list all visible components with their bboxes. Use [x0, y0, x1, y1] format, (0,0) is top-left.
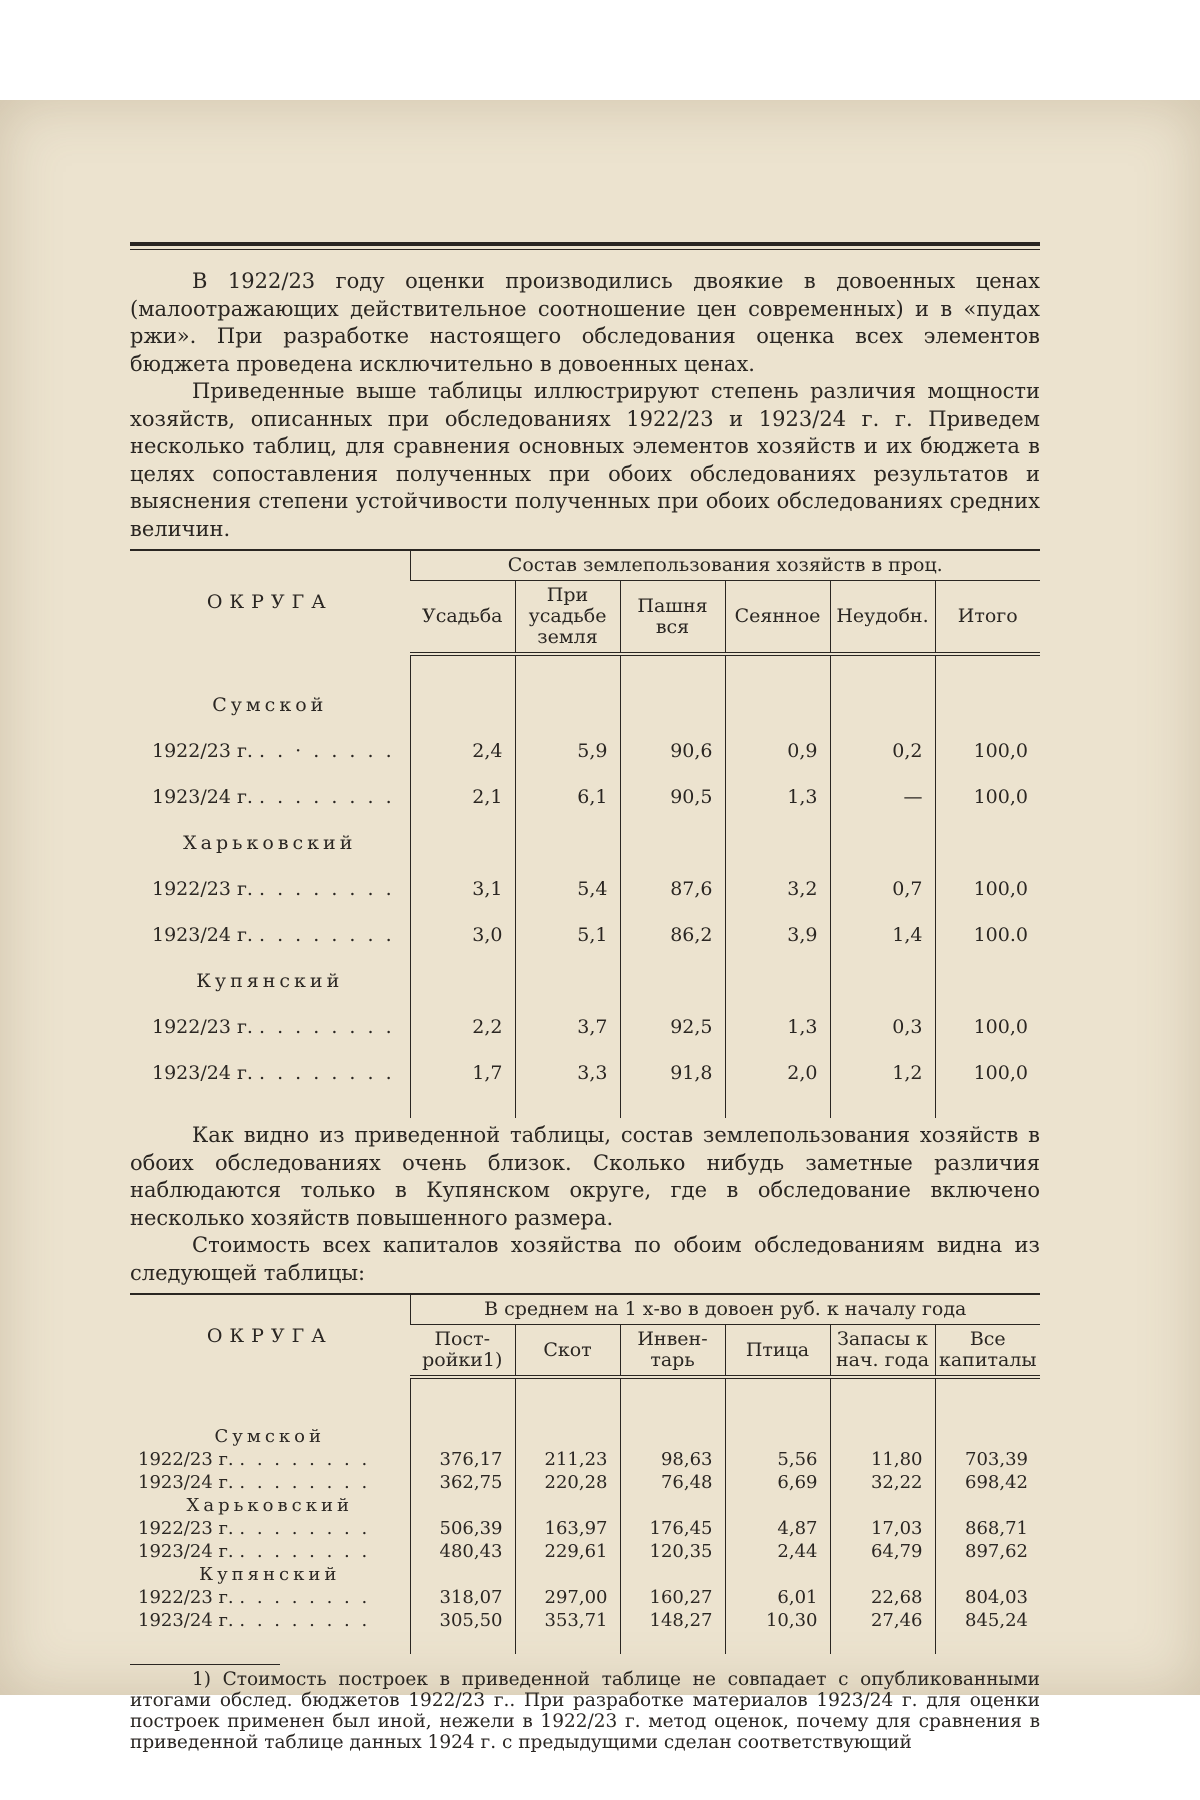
col-header-seyannoe: Сеянное — [725, 581, 830, 655]
value-cell: 100,0 — [935, 774, 1040, 820]
table-row — [130, 774, 1040, 820]
value-cell: 3,9 — [725, 912, 830, 958]
value-cell: 703,39 — [935, 1448, 1040, 1471]
empty-cell — [830, 682, 935, 728]
footnote — [130, 1664, 1040, 1753]
paragraph-2: Приведенные выше таблицы иллюстрируют степень различия мощности хозяйств, описанных при обследованиях 1922/23 и 1923/24 г. г. Приведем несколько таблиц, для сравнения основных элементов хозяйств и их бюджета в целях сопоставления полученных при обоих обследованиях результатов и выяснения степени устойчивости полученных при обоих обследованиях средних величин. — [130, 379, 1040, 541]
table-row — [130, 1586, 1040, 1609]
empty-cell — [515, 682, 620, 728]
spacer-cell — [830, 1096, 935, 1118]
row-year-label: 1922/23 г. — [138, 1449, 234, 1470]
leader-dots: . . · . . . . . — [259, 740, 395, 762]
empty-cell — [410, 1494, 515, 1517]
value-cell: 5,4 — [515, 866, 620, 912]
region-row — [130, 1425, 1040, 1448]
row-label — [130, 1609, 410, 1632]
paragraph-3: Как видно из приведенной таблицы, состав землепользования хозяйств в обоих обследованиях очень близок. Сколько нибудь заметные различия наблюдаются только в Купянском округе, где в обследование включено несколько хозяйств повышенного размера. — [130, 1123, 1040, 1230]
value-cell: 2,4 — [410, 728, 515, 774]
table-row — [130, 1517, 1040, 1540]
empty-cell — [620, 682, 725, 728]
spacer-cell — [725, 1096, 830, 1118]
spacer-cell — [130, 654, 410, 682]
value-cell: 64,79 — [830, 1540, 935, 1563]
value-cell: 100.0 — [935, 912, 1040, 958]
empty-cell — [620, 820, 725, 866]
value-cell: 0,7 — [830, 866, 935, 912]
value-cell: 32,22 — [830, 1471, 935, 1494]
spacer-cell — [515, 654, 620, 682]
col-header-ptitsa: Птица — [725, 1325, 830, 1378]
value-cell: 480,43 — [410, 1540, 515, 1563]
table-row — [130, 912, 1040, 958]
region-name: Купянский — [196, 970, 344, 992]
empty-cell — [725, 1425, 830, 1448]
empty-cell — [515, 1563, 620, 1586]
value-cell: 92,5 — [620, 1004, 725, 1050]
value-cell: 297,00 — [515, 1586, 620, 1609]
col-header-inventar: Инвен-тарь — [620, 1325, 725, 1378]
empty-cell — [830, 1494, 935, 1517]
empty-cell — [515, 958, 620, 1004]
row-year-label: 1923/24 г. — [152, 1062, 253, 1084]
value-cell: 1,3 — [725, 774, 830, 820]
col-header-zapasy: Запасы к нач. года — [830, 1325, 935, 1378]
empty-cell — [935, 820, 1040, 866]
header-rule — [130, 242, 1040, 250]
region-row — [130, 820, 1040, 866]
region-name: Сумской — [212, 694, 328, 716]
leader-dots: . . . . . . . . — [239, 1610, 371, 1631]
table-row — [130, 1540, 1040, 1563]
value-cell: 1,3 — [725, 1004, 830, 1050]
col-header-skot: Скот — [515, 1325, 620, 1378]
spacer-cell — [620, 1632, 725, 1654]
table-row — [130, 728, 1040, 774]
col-header-itogo: Итого — [935, 581, 1040, 655]
row-label — [130, 866, 410, 912]
row-year-label: 1922/23 г. — [152, 1016, 253, 1038]
spacer-row — [130, 654, 1040, 682]
spacer-cell — [830, 1632, 935, 1654]
table-row — [130, 1050, 1040, 1096]
empty-cell — [830, 958, 935, 1004]
value-cell: 148,27 — [620, 1609, 725, 1632]
empty-cell — [410, 820, 515, 866]
row-year-label: 1923/24 г. — [152, 924, 253, 946]
leader-dots: . . . . . . . . — [239, 1541, 371, 1562]
spacer-cell — [725, 1632, 830, 1654]
row-label — [130, 728, 410, 774]
value-cell: 0,3 — [830, 1004, 935, 1050]
row-label — [130, 1517, 410, 1540]
spacer-cell — [935, 1377, 1040, 1425]
region-row — [130, 958, 1040, 1004]
value-cell: 804,03 — [935, 1586, 1040, 1609]
empty-cell — [935, 1425, 1040, 1448]
empty-cell — [620, 1494, 725, 1517]
row-label — [130, 1050, 410, 1096]
spacer-cell — [935, 1096, 1040, 1118]
value-cell: 176,45 — [620, 1517, 725, 1540]
value-cell: 100,0 — [935, 1004, 1040, 1050]
end-row — [130, 1632, 1040, 1654]
region-row — [130, 1494, 1040, 1517]
value-cell: 6,01 — [725, 1586, 830, 1609]
row-year-label: 1922/23 г. — [152, 878, 253, 900]
end-row — [130, 1096, 1040, 1118]
spacer-cell — [830, 1377, 935, 1425]
spacer-cell — [935, 654, 1040, 682]
value-cell: 100,0 — [935, 1050, 1040, 1096]
land-use-table-body — [130, 654, 1040, 1118]
spacer-cell — [620, 654, 725, 682]
empty-cell — [515, 1494, 620, 1517]
spacer-cell — [515, 1377, 620, 1425]
row-label — [130, 1004, 410, 1050]
value-cell: 5,1 — [515, 912, 620, 958]
row-label — [130, 912, 410, 958]
leader-dots: . . . . . . . . — [259, 786, 395, 808]
value-cell: 362,75 — [410, 1471, 515, 1494]
value-cell: 163,97 — [515, 1517, 620, 1540]
empty-cell — [515, 1425, 620, 1448]
okruga-header: ОКРУГА — [130, 1294, 410, 1377]
region-row — [130, 682, 1040, 728]
empty-cell — [725, 820, 830, 866]
leader-dots: . . . . . . . . — [239, 1449, 371, 1470]
leader-dots: . . . . . . . . — [259, 924, 395, 946]
empty-cell — [620, 958, 725, 1004]
spacer-cell — [130, 1632, 410, 1654]
value-cell: 11,80 — [830, 1448, 935, 1471]
spacer-cell — [725, 1377, 830, 1425]
row-year-label: 1923/24 г. — [152, 786, 253, 808]
capital-table — [130, 1293, 1040, 1654]
table-row — [130, 866, 1040, 912]
value-cell: 3,2 — [725, 866, 830, 912]
col-header-vse-kapitaly: Все капиталы — [935, 1325, 1040, 1378]
value-cell: 305,50 — [410, 1609, 515, 1632]
leader-dots: . . . . . . . . — [259, 1016, 395, 1038]
value-cell: 3,0 — [410, 912, 515, 958]
col-header-pashnya: Пашня вся — [620, 581, 725, 655]
value-cell: 87,6 — [620, 866, 725, 912]
value-cell: 2,1 — [410, 774, 515, 820]
value-cell: 3,3 — [515, 1050, 620, 1096]
page-content — [130, 242, 1040, 1753]
value-cell: 90,6 — [620, 728, 725, 774]
value-cell: 100,0 — [935, 866, 1040, 912]
spacer-row — [130, 1377, 1040, 1425]
value-cell: 10,30 — [725, 1609, 830, 1632]
footnote-rule — [130, 1664, 280, 1665]
value-cell: 98,63 — [620, 1448, 725, 1471]
spacer-cell — [620, 1096, 725, 1118]
value-cell: 0,2 — [830, 728, 935, 774]
value-cell: 100,0 — [935, 728, 1040, 774]
value-cell: 6,69 — [725, 1471, 830, 1494]
row-label — [130, 1540, 410, 1563]
col-header-neudobn: Неудобн. — [830, 581, 935, 655]
value-cell: 698,42 — [935, 1471, 1040, 1494]
spacer-cell — [830, 654, 935, 682]
empty-cell — [410, 958, 515, 1004]
spacer-cell — [935, 1632, 1040, 1654]
empty-cell — [935, 958, 1040, 1004]
region-name: Купянский — [199, 1564, 341, 1585]
value-cell: 160,27 — [620, 1586, 725, 1609]
spacer-cell — [410, 1632, 515, 1654]
capital-table-body — [130, 1377, 1040, 1654]
row-year-label: 1923/24 г. — [138, 1541, 234, 1562]
value-cell: 4,87 — [725, 1517, 830, 1540]
empty-cell — [410, 1563, 515, 1586]
table-row — [130, 1448, 1040, 1471]
col-header-pri-usadbe: При усадьбе земля — [515, 581, 620, 655]
footnote-text: 1) Стоимость построек в приведенной таблице не совпадает с опубликованными итогами обслед. бюджетов 1922/23 г.. При разработке материалов 1923/24 г. для оценки построек применен был иной, нежели в 1922/23 г. метод оценок, почему для сравнения в приведенной таблице данных 1924 г. с предыдущими сделан соответствующий — [130, 1669, 1040, 1753]
spacer-cell — [725, 654, 830, 682]
value-cell: 3,7 — [515, 1004, 620, 1050]
value-cell: 2,0 — [725, 1050, 830, 1096]
paragraph-1: В 1922/23 году оценки производились двоякие в довоенных ценах (малоотражающих действительное соотношение цен современных) и в «пудах ржи». При разработке настоящего обследования оценка всех элементов бюджета проведена исключительно в довоенных ценах. — [130, 269, 1040, 376]
value-cell: 845,24 — [935, 1609, 1040, 1632]
table-row — [130, 1609, 1040, 1632]
spacer-cell — [410, 1377, 515, 1425]
value-cell: 211,23 — [515, 1448, 620, 1471]
value-cell: 91,8 — [620, 1050, 725, 1096]
spacer-cell — [410, 1096, 515, 1118]
leader-dots: . . . . . . . . — [239, 1587, 371, 1608]
row-label — [130, 1448, 410, 1471]
empty-cell — [725, 1494, 830, 1517]
leader-dots: . . . . . . . . — [239, 1472, 371, 1493]
leader-dots: . . . . . . . . — [259, 1062, 395, 1084]
value-cell: 5,56 — [725, 1448, 830, 1471]
value-cell: 868,71 — [935, 1517, 1040, 1540]
capital-group-header: В среднем на 1 х-во в довоен руб. к началу года — [410, 1294, 1040, 1325]
row-label — [130, 1586, 410, 1609]
region-name: Сумской — [214, 1426, 326, 1447]
region-name: Харьковский — [186, 1495, 353, 1516]
value-cell: 17,03 — [830, 1517, 935, 1540]
value-cell: 506,39 — [410, 1517, 515, 1540]
row-label — [130, 1471, 410, 1494]
col-header-usadba: Усадьба — [410, 581, 515, 655]
land-use-table — [130, 549, 1040, 1118]
empty-cell — [725, 958, 830, 1004]
spacer-cell — [515, 1632, 620, 1654]
spacer-cell — [620, 1377, 725, 1425]
paragraph-4: Стоимость всех капиталов хозяйства по обоим обследованиям видна из следующей таблицы: — [130, 1233, 1040, 1285]
value-cell: 2,44 — [725, 1540, 830, 1563]
empty-cell — [410, 682, 515, 728]
value-cell: — — [830, 774, 935, 820]
spacer-cell — [130, 1096, 410, 1118]
okruga-header: ОКРУГА — [130, 550, 410, 654]
value-cell: 27,46 — [830, 1609, 935, 1632]
leader-dots: . . . . . . . . — [259, 878, 395, 900]
empty-cell — [515, 820, 620, 866]
empty-cell — [620, 1425, 725, 1448]
empty-cell — [725, 682, 830, 728]
row-year-label: 1922/23 г. — [138, 1518, 234, 1539]
land-use-group-header: Состав землепользования хозяйств в проц. — [410, 550, 1040, 581]
value-cell: 1,2 — [830, 1050, 935, 1096]
col-header-postroiki: Пост-ройки1) — [410, 1325, 515, 1378]
region-name: Харьковский — [183, 832, 357, 854]
empty-cell — [935, 1494, 1040, 1517]
region-row — [130, 1563, 1040, 1586]
value-cell: 90,5 — [620, 774, 725, 820]
empty-cell — [830, 1563, 935, 1586]
spacer-cell — [130, 1377, 410, 1425]
row-year-label: 1923/24 г. — [138, 1472, 234, 1493]
value-cell: 897,62 — [935, 1540, 1040, 1563]
value-cell: 86,2 — [620, 912, 725, 958]
empty-cell — [410, 1425, 515, 1448]
table-row — [130, 1004, 1040, 1050]
value-cell: 76,48 — [620, 1471, 725, 1494]
value-cell: 0,9 — [725, 728, 830, 774]
value-cell: 229,61 — [515, 1540, 620, 1563]
empty-cell — [830, 820, 935, 866]
book-page — [0, 100, 1200, 1753]
value-cell: 1,7 — [410, 1050, 515, 1096]
table-row — [130, 1471, 1040, 1494]
value-cell: 2,2 — [410, 1004, 515, 1050]
value-cell: 220,28 — [515, 1471, 620, 1494]
row-year-label: 1922/23 г. — [138, 1587, 234, 1608]
value-cell: 22,68 — [830, 1586, 935, 1609]
value-cell: 1,4 — [830, 912, 935, 958]
row-year-label: 1922/23 г. — [152, 740, 253, 762]
value-cell: 5,9 — [515, 728, 620, 774]
value-cell: 120,35 — [620, 1540, 725, 1563]
empty-cell — [830, 1425, 935, 1448]
leader-dots: . . . . . . . . — [239, 1518, 371, 1539]
spacer-cell — [515, 1096, 620, 1118]
empty-cell — [935, 1563, 1040, 1586]
value-cell: 6,1 — [515, 774, 620, 820]
row-year-label: 1923/24 г. — [138, 1610, 234, 1631]
value-cell: 3,1 — [410, 866, 515, 912]
spacer-cell — [410, 654, 515, 682]
value-cell: 318,07 — [410, 1586, 515, 1609]
empty-cell — [725, 1563, 830, 1586]
value-cell: 376,17 — [410, 1448, 515, 1471]
empty-cell — [935, 682, 1040, 728]
row-label — [130, 774, 410, 820]
value-cell: 353,71 — [515, 1609, 620, 1632]
empty-cell — [620, 1563, 725, 1586]
